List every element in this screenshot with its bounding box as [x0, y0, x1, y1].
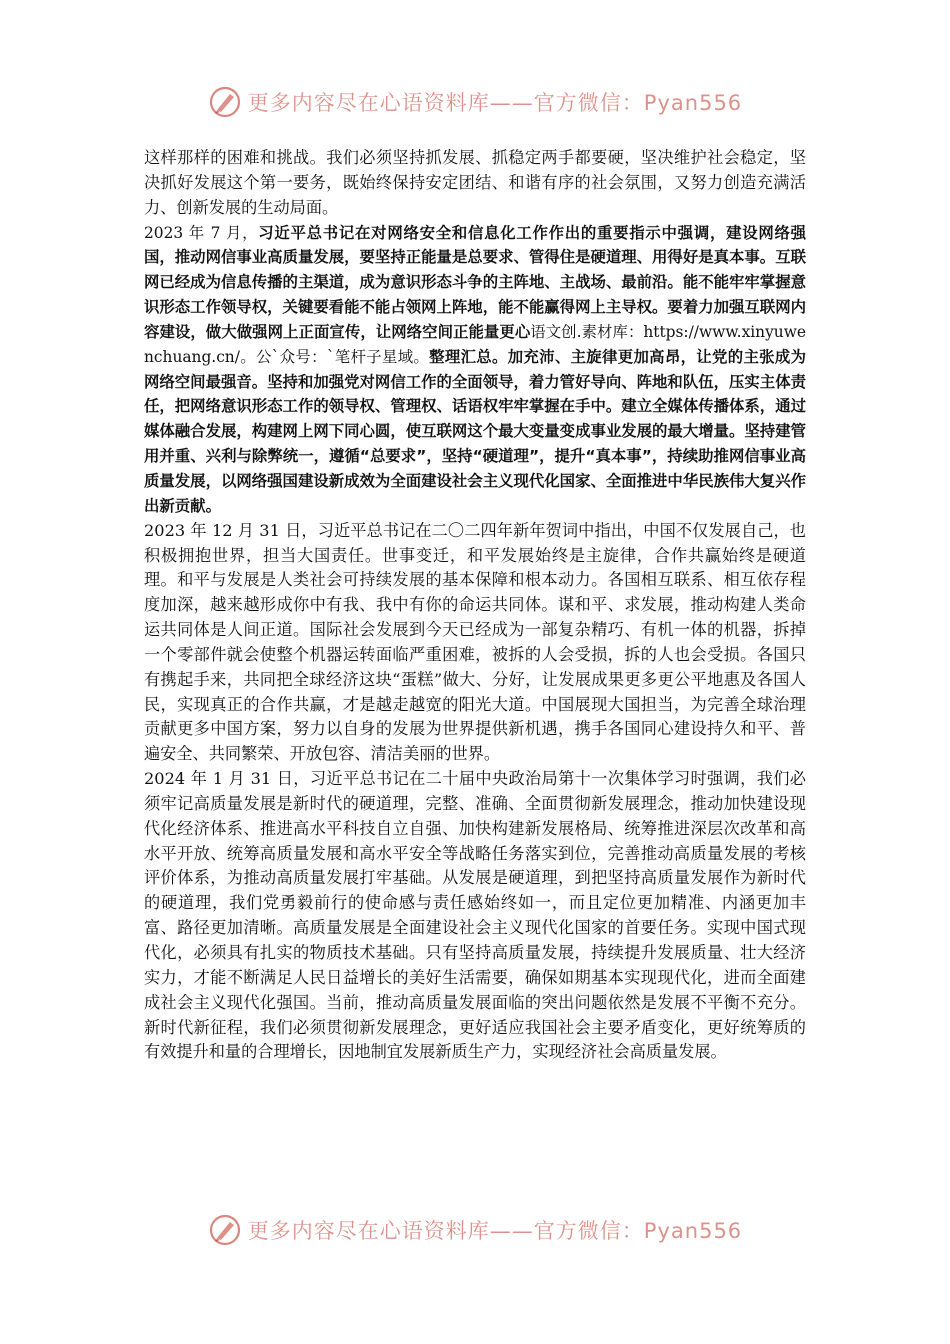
pen-nib-logo-icon: [208, 1213, 242, 1247]
paragraph-2-watermark: 语文创.素材库：https://www.xinyuwenchuang.cn/。公`众号：`笔杆子星域。: [144, 322, 806, 366]
paragraph-1: 这样那样的困难和挑战。我们必须坚持抓发展、抓稳定两手都要硬，坚决维护社会稳定，坚决抓好发展这个第一要务，既始终保持安定团结、和谐有序的社会氛围，又努力创造充满活力、创新发展的生动局面。: [144, 148, 806, 217]
footer-banner-content: [208, 1213, 742, 1247]
paragraph-3: 2023 年 12 月 31 日，习近平总书记在二〇二四年新年贺词中指出，中国不仅发展自己，也积极拥抱世界，担当大国责任。世事变迁，和平发展始终是主旋律，合作共赢始终是硬道理。和平与发展是人类社会可持续发展的基本保障和根本动力。各国相互联系、相互依存程度加深，越来越形成你中有我、我中有你的命运共同体。谋和平、求发展，推动构建人类命运共同体是人间正道。国际社会发展到今天已经成为一部复杂精巧、有机一体的机器，拆掉一个零部件就会使整个机器运转面临严重困难，被拆的人会受损，拆的人也会受损。各国只有携起手来，共同把全球经济这块“蛋糕”做大、分好，让发展成果更多更公平地惠及各国人民，实现真正的合作共赢，才是越走越宽的阳光大道。中国展现大国担当，为完善全球治理贡献更多中国方案，努力以自身的发展为世界提供新机遇，携手各国同心建设持久和平、普遍安全、共同繁荣、开放包容、清洁美丽的世界。: [144, 520, 806, 764]
footer-banner-text: 更多内容尽在心语资料库——官方微信：Pyan556: [247, 1219, 743, 1243]
paragraph-2-text: 习近平总书记在对网络安全和信息化工作作出的重要指示中强调，建设网络强国，推动网信事业高质量发展，要坚持正能量是总要求、管得住是硬道理、用得好是真本事。互联网已经成为信息传播的主渠道，成为意识形态斗争的主阵地、主战场、最前沿。能不能牢牢掌握意识形态工作领导权，关键要看能不能占领网上阵地，能不能赢得网上主导权。要着力加强互联网内容建设，做大做强网上正面宣传，让网络空间正能量更心: [144, 223, 806, 341]
header-banner: [0, 82, 950, 122]
paragraph-2: [144, 221, 806, 519]
paragraph-4: 2024 年 1 月 31 日，习近平总书记在二十届中央政治局第十一次集体学习时强调，我们必须牢记高质量发展是新时代的硬道理，完整、准确、全面贯彻新发展理念，推动加快建设现代化经济体系、推进高水平科技自立自强、加快构建新发展格局、统筹推进深层次改革和高水平开放、统筹高质量发展和高水平安全等战略任务落实到位，完善推动高质量发展的考核评价体系，为推动高质量发展打牢基础。从发展是硬道理，到把坚持高质量发展作为新时代的硬道理，我们党勇毅前行的使命感与责任感始终如一，而且定位更加精准、内涵更加丰富、路径更加清晰。高质量发展是全面建设社会主义现代化国家的首要任务。实现中国式现代化，必须具有扎实的物质技术基础。只有坚持高质量发展，持续提升发展质量、壮大经济实力，才能不断满足人民日益增长的美好生活需要，确保如期基本实现现代化，进而全面建成社会主义现代化强国。当前，推动高质量发展面临的突出问题依然是发展不平衡不充分。新时代新征程，我们必须贯彻新发展理念，更好适应我国社会主要矛盾变化，更好统筹质的有效提升和量的合理增长，因地制宜发展新质生产力，实现经济社会高质量发展。: [144, 769, 806, 1062]
document-body: [144, 146, 806, 1065]
paragraph-2-continuation: 整理汇总。加充沛、主旋律更加高昂，让党的主张成为网络空间最强音。坚持和加强党对网信工作的全面领导，着力管好导向、阵地和队伍，压实主体责任，把网络意识形态工作的领导权、管理权、话语权牢牢掌握在手中。建立全媒体传播体系，通过媒体融合发展，构建网上网下同心圆，使互联网这个最大变量变成事业发展的最大增量。坚持建管用并重、兴利与除弊统一，遵循“总要求”，坚持“硬道理”，提升“真本事”，持续助推网信事业高质量发展，以网络强国建设新成效为全面建设社会主义现代化国家、全面推进中华民族伟大复兴作出新贡献。: [144, 347, 806, 515]
footer-banner: [0, 1210, 950, 1250]
header-banner-text: 更多内容尽在心语资料库——官方微信：Pyan556: [247, 91, 743, 115]
pen-nib-logo-icon: [208, 85, 242, 119]
header-banner-content: [208, 85, 742, 119]
paragraph-2-date: 2023 年 7 月，: [144, 223, 259, 242]
